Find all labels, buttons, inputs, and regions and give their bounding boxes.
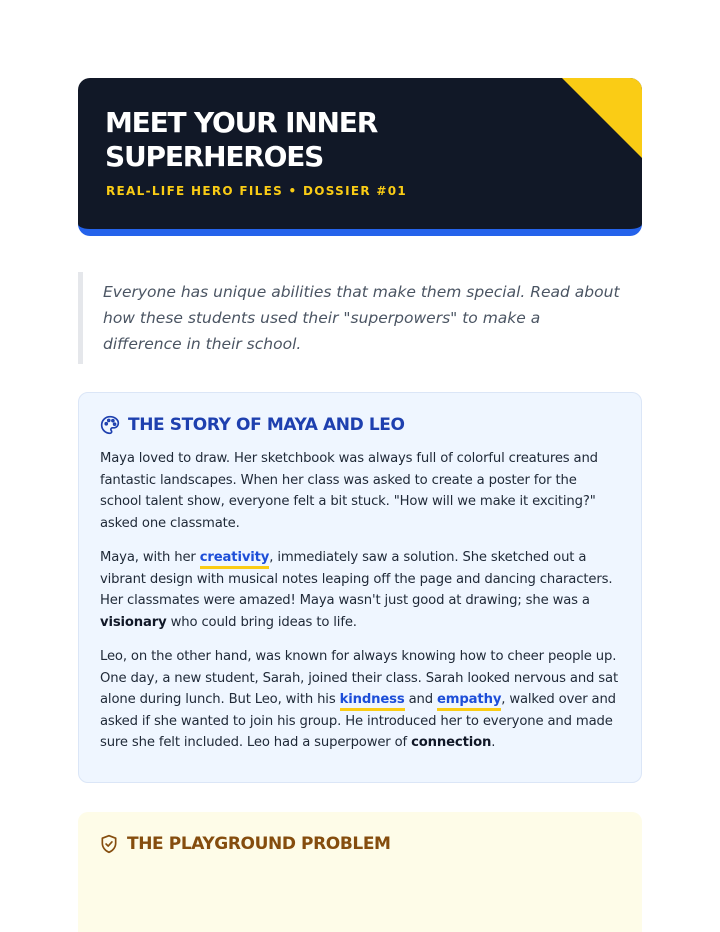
playground-card-header (99, 834, 620, 854)
header-card (78, 78, 642, 236)
palette-icon (100, 415, 120, 435)
shield-check-icon (99, 834, 119, 854)
story-card (78, 392, 642, 783)
keyword-visionary: visionary (100, 614, 167, 630)
keyword-creativity: creativity (200, 550, 270, 569)
story-paragraph-2: Maya, with her creativity, immediately saw a solution. She sketched out a vibrant design with musical notes leaping off the page and dancing characters. Her classmates were amazed! Maya wasn't just good at drawing; she was a visionary who could bring ideas to life. (100, 550, 613, 630)
keyword-connection: connection (411, 735, 492, 750)
story-paragraph-1: Maya loved to draw. Her sketchbook was always full of colorful creatures and fantastic landscapes. When her class was asked to create a poster for the school talent show, everyone felt a bit stuck. "How will we make it exciting?" asked one classmate. (100, 451, 598, 531)
page-title (105, 106, 465, 174)
title-line-1: MEET YOUR INNER (105, 106, 378, 139)
story-title: THE STORY OF MAYA AND LEO (128, 415, 405, 435)
story-paragraph-3: Leo, on the other hand, was known for always knowing how to cheer people up. One day, a new student, Sarah, joined their class. Sarah looked nervous and sat alone during lunch. But Leo, with his kindness and empathy, walked over and asked if she wanted to join his group. He introduced her to everyone and made sure she felt included. Leo had a superpower of connection. (100, 649, 618, 750)
intro-quote: Everyone has unique abilities that make them special. Read about how these students used their "superpowers" to make a difference in their school. (78, 272, 623, 364)
corner-accent (562, 78, 642, 158)
playground-title: THE PLAYGROUND PROBLEM (127, 834, 391, 854)
story-card-header (100, 415, 619, 435)
playground-card (78, 812, 642, 932)
keyword-empathy: empathy (437, 692, 501, 711)
title-line-2: SUPERHEROES (105, 140, 324, 173)
page-subtitle: REAL-LIFE HERO FILES • DOSSIER #01 (106, 184, 408, 198)
keyword-kindness: kindness (340, 692, 405, 711)
